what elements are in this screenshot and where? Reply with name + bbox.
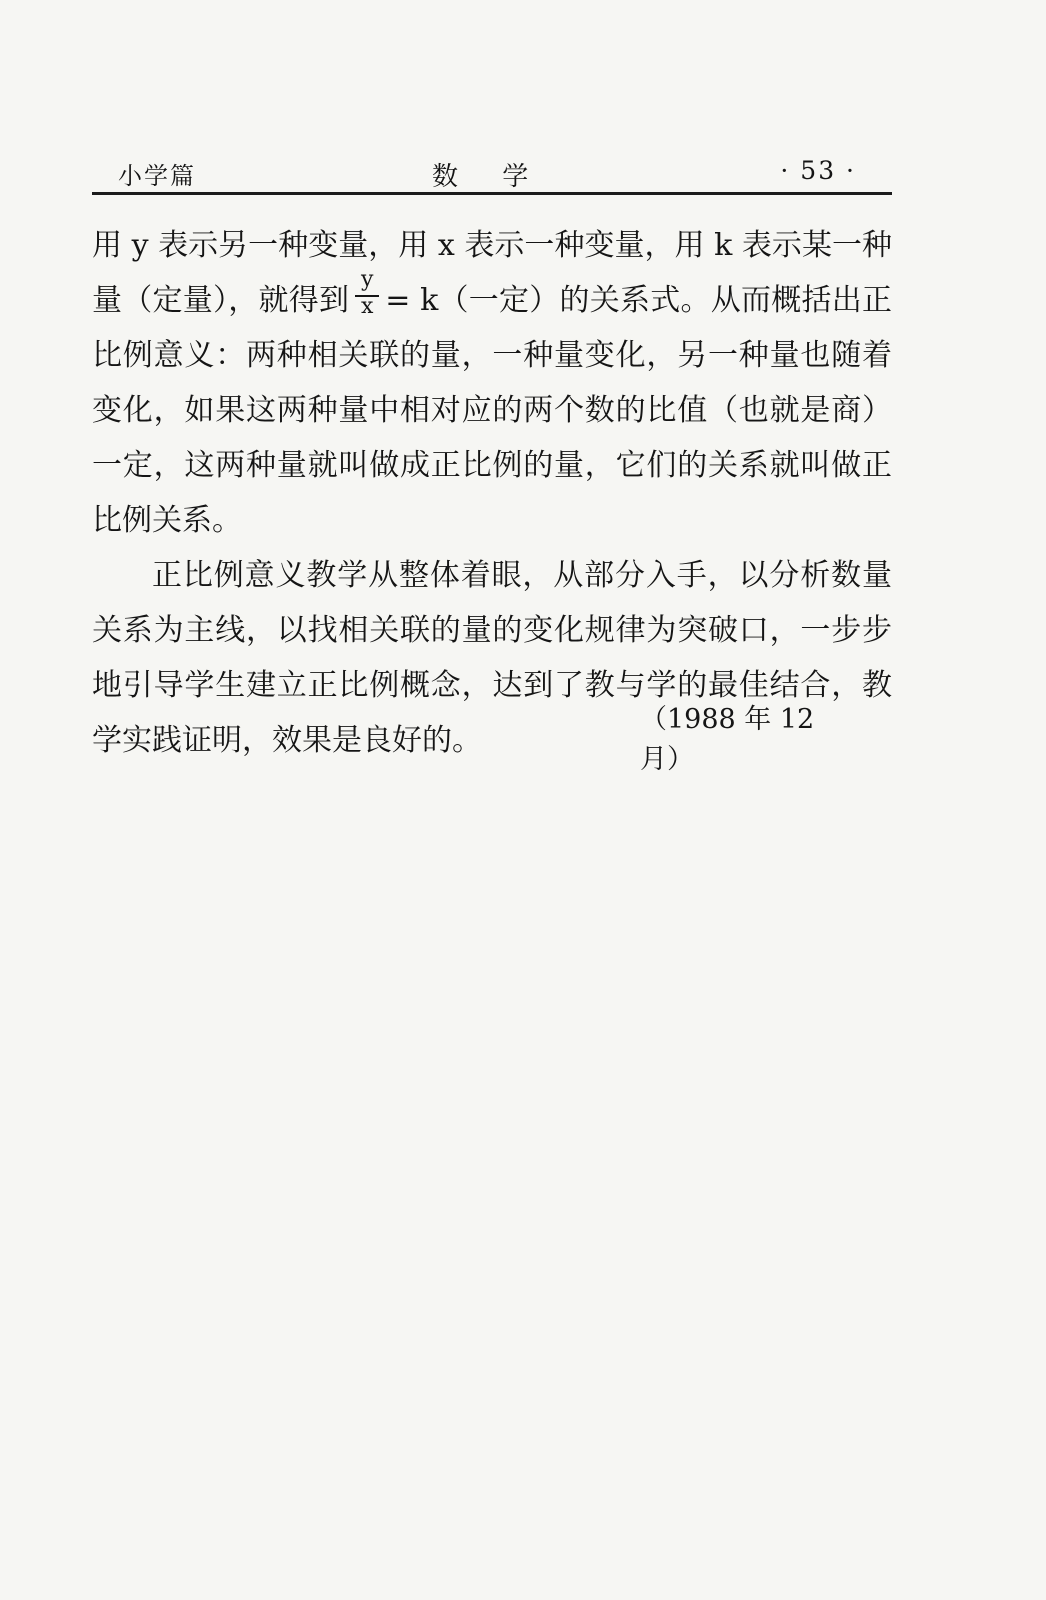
fraction-numerator: y bbox=[361, 267, 374, 292]
header-section-title: 小学篇 bbox=[118, 162, 196, 190]
header-subject-title: 数 学 bbox=[432, 162, 547, 192]
paragraph-1-part-2: = k（一定）的关系式。从而概括出正比例意义：两种相关联的量，一种量变化，另一种量也随着变化，如果这两种量中相对应的两个数的比值（也就是商）一定，这两种量就叫做成正比例的量，它们的关系就叫做正比例关系。 bbox=[92, 283, 892, 538]
header-divider bbox=[92, 192, 892, 195]
fraction-denominator: x bbox=[361, 294, 374, 319]
page-header bbox=[92, 150, 892, 198]
paragraph-2: 正比例意义教学从整体着眼，从部分入手，以分析数量关系为主线，以找相关联的量的变化规律为突破口，一步步地引导学生建立正比例概念，达到了教与学的最佳结合，教学实践证明，效果是良好的。 bbox=[92, 558, 892, 758]
paragraph-1 bbox=[92, 218, 892, 548]
fraction-y-over-x bbox=[353, 267, 381, 319]
paragraph-1-part-1: 用 y 表示另一种变量，用 x 表示一种变量，用 k 表示某一种量（定量），就得到 bbox=[92, 228, 892, 318]
date-note: （1988 年 12 月） bbox=[640, 704, 815, 775]
main-text bbox=[92, 218, 892, 768]
page-number: · 53 · bbox=[780, 156, 856, 185]
